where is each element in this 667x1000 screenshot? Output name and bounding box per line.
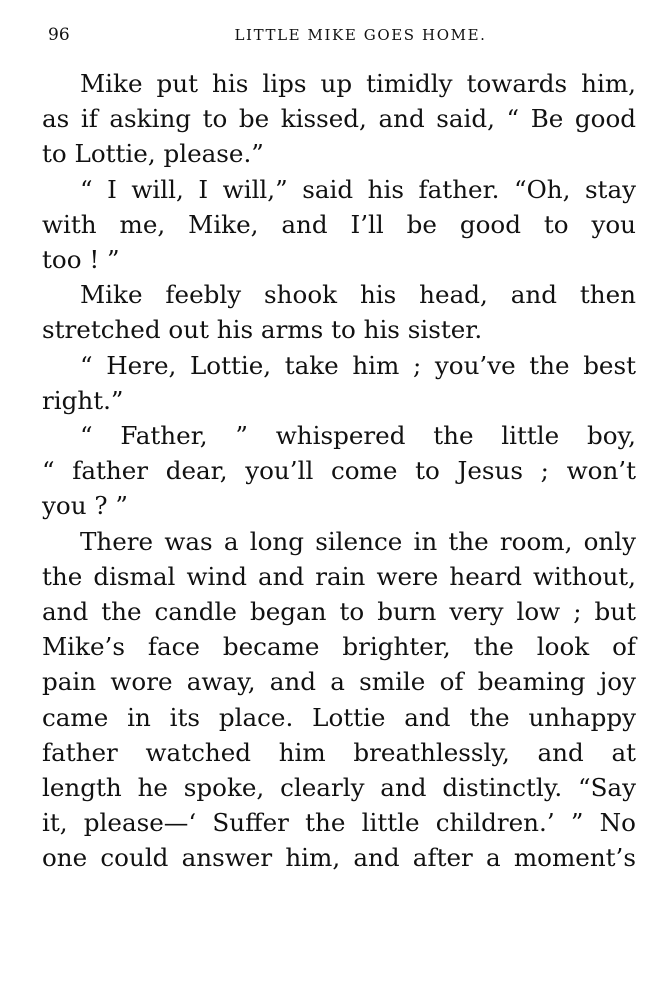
text-line: stretched out his arms to his sister.	[42, 315, 483, 345]
text-line: the dismal wind and rain were heard without,	[42, 561, 636, 591]
paragraph-5	[42, 418, 636, 524]
text-line: father watched him breathlessly, and at	[42, 737, 636, 767]
paragraph-6	[42, 524, 636, 876]
body-text	[42, 66, 636, 876]
text-line: “ father dear, you’ll come to Jesus ; won’t	[42, 456, 636, 486]
text-line: as if asking to be kissed, and said, “ Be good	[42, 104, 636, 134]
paragraph-3	[42, 277, 636, 347]
text-line: came in its place. Lottie and the unhappy	[42, 702, 636, 732]
text-line: There was a long silence in the room, only	[80, 526, 636, 556]
text-line: Mike put his lips up timidly towards him,	[80, 69, 636, 98]
text-line: one could answer him, and after a moment’s	[42, 843, 636, 873]
text-line: “ Here, Lottie, take him ; you’ve the best	[80, 350, 636, 380]
text-line: right.”	[42, 385, 124, 415]
text-line: you ? ”	[42, 491, 128, 521]
text-line: it, please—‘ Suffer the little children.’ ” No	[42, 808, 636, 838]
text-line: pain wore away, and a smile of beaming joy	[42, 667, 636, 697]
paragraph-1	[42, 66, 636, 172]
text-line: “ Father, ” whispered the little boy,	[80, 421, 636, 451]
text-line: too ! ”	[42, 245, 120, 275]
paragraph-2	[42, 172, 636, 278]
text-line: and the candle began to burn very low ; but	[42, 597, 636, 627]
text-line: to Lottie, please.”	[42, 139, 264, 169]
running-head	[48, 20, 633, 50]
text-line: with me, Mike, and I’ll be good to you	[42, 209, 636, 239]
running-title: LITTLE MIKE GOES HOME.	[234, 26, 487, 44]
text-line: “ I will, I will,” said his father. “Oh, stay	[80, 174, 636, 204]
text-line: Mike’s face became brighter, the look of	[42, 632, 636, 662]
text-line: length he spoke, clearly and distinctly. “Say	[42, 773, 636, 803]
text-line: Mike feebly shook his head, and then	[80, 280, 636, 310]
paragraph-4	[42, 348, 636, 418]
page-number: 96	[48, 25, 70, 45]
